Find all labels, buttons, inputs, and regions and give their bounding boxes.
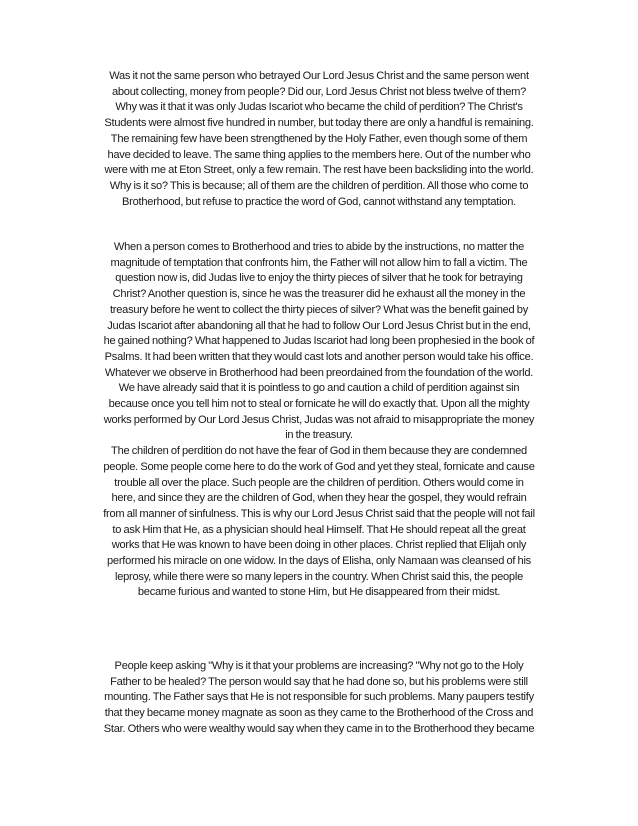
text-line: magnitude of temptation that confronts him, the Father will not allow him to fall a victim. The: [110, 256, 528, 269]
text-line: Why was it that it was only Judas Iscariot who became the child of perdition? The Christ's: [115, 101, 523, 114]
text-line: Father to be healed? The person would say that he had done so, but his problems were still: [110, 675, 528, 688]
paragraph-3: [74, 659, 564, 738]
paragraph-2: [74, 240, 564, 601]
text-line: trouble all over the place. Such people are the children of perdition. Others would come in: [114, 476, 524, 489]
text-line: that they became money magnate as soon as they came to the Brotherhood of the Cross and: [104, 707, 534, 720]
text-line: performed his miracle on one widow. In the days of Elisha, only Namaan was cleansed of his: [107, 555, 531, 568]
text-line: When a person comes to Brotherhood and tries to abide by the instructions, no matter the: [113, 241, 525, 253]
text-line: to ask Him that He, as a physician should heal Himself. That He should repeat all the great: [112, 523, 526, 536]
text-line: people. Some people come here to do the work of God and yet they steal, fornicate and cause: [103, 460, 535, 473]
text-line: works performed by Our Lord Jesus Christ, Judas was not afraid to misappropriate the money: [103, 413, 535, 426]
text-line: Star. Others who were wealthy would say when they came in to the Brotherhood they became: [103, 722, 535, 735]
text-line: Brotherhood, but refuse to practice the word of God, cannot withstand any temptation.: [122, 195, 516, 208]
text-line: People keep asking "Why is it that your problems are increasing? "Why not go to the Holy: [114, 660, 524, 672]
text-line: Was it not the same person who betrayed Our Lord Jesus Christ and the same person went: [109, 70, 529, 82]
text-line: Psalms. It had been written that they would cast lots and another person would take his office.: [104, 350, 534, 363]
paragraph-1: [74, 69, 564, 210]
text-line: Students were almost five hundred in number, but today there are only a handful is remaining.: [104, 117, 534, 130]
text-line: Whatever we observe in Brotherhood had been preordained from the foundation of the world.: [104, 366, 534, 379]
text-line: leprosy, while there were so many lepers in the country. When Christ said this, the people: [114, 570, 523, 583]
text-line: works that He was known to have been doing in other places. Christ replied that Elijah only: [111, 539, 527, 552]
text-line: Christ? Another question is, since he was the treasurer did he exhaust all the money in the: [112, 288, 526, 301]
text-line: because once you tell him not to steal or fornicate he will do exactly that. Upon all the mighty: [108, 398, 530, 411]
text-line: treasury before he went to collect the thirty pieces of silver? What was the benefit gained by: [109, 303, 529, 316]
text-line: question now is, did Judas live to enjoy the thirty pieces of silver that he took for betraying: [115, 272, 523, 285]
text-line: Judas Iscariot after abandoning all that he had to follow Our Lord Jesus Christ but in the end,: [107, 319, 531, 332]
text-line: here, and since they are the children of God, when they hear the gospel, they would refrain: [111, 492, 527, 505]
text-line: We have already said that it is pointless to go and caution a child of perdition against sin: [118, 382, 520, 395]
text-line: mounting. The Father says that He is not responsible for such problems. Many paupers testify: [104, 691, 534, 704]
text-line: about collecting, money from people? Did our, Lord Jesus Christ not bless twelve of them?: [111, 85, 527, 98]
text-line: became furious and wanted to stone Him, but He disappeared from their midst.: [137, 586, 501, 599]
text-line: have decided to leave. The same thing applies to the members here. Out of the number who: [107, 148, 531, 161]
text-line: he gained nothing? What happened to Judas Iscariot had long been prophesied in the book of: [103, 335, 535, 348]
text-line: from all manner of sinfulness. This is why our Lord Jesus Christ said that the people will not fail: [103, 507, 535, 520]
text-line: in the treasury.: [285, 429, 353, 442]
text-line: The children of perdition do not have the fear of God in them because they are condemned: [111, 445, 527, 458]
text-line: were with me at Eton Street, only a few remain. The rest have been backsliding into the world.: [104, 164, 534, 177]
text-line: The remaining few have been strengthened by the Holy Father, even though some of them: [110, 132, 528, 145]
text-line: Why is it so? This is because; all of them are the children of perdition. All those who come to: [109, 179, 529, 192]
